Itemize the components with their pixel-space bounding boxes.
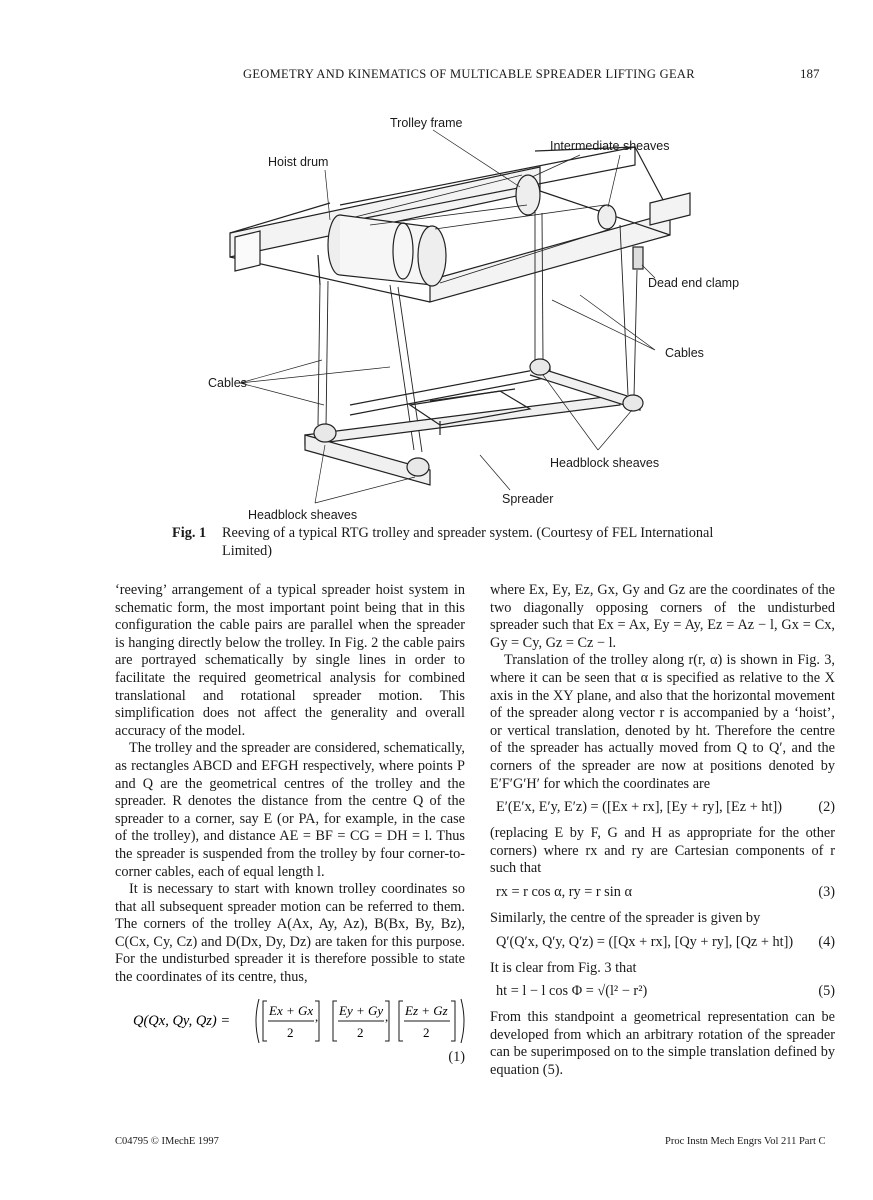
cable-left-2 [326, 281, 328, 427]
paragraph: The trolley and the spreader are considered, schematically, as rectangles ABCD and EFGH respectively, where points P and Q are the geometrical centres of the trolley and the spreader. R denotes the distance from the centre Q of the spreader to a corner, say E (or PA, for example, in the case of the trolley), and distance AE = BF = CG = DH = l. Thus the spreader is suspended from the trolley by four corner-to-corner cables, each of equal length l. [115, 740, 465, 880]
equation-4 [490, 934, 835, 954]
equation-4-body: Q′(Q′x, Q′y, Q′z) = ([Qx + rx], [Qy + ry], [Qz + ht]) [496, 933, 794, 950]
equation-2 [490, 799, 835, 819]
equation-5-body: ht = l − l cos Φ = √(l² − r²) [496, 983, 648, 1000]
eq1-denominator-1: 2 [287, 1024, 294, 1040]
paragraph: From this standpoint a geometrical representation can be developed from which an arbitrary rotation of the spreader can be superimposed on to the simple translation defined by equation (5). [490, 1009, 835, 1078]
paragraph: It is necessary to start with known trolley coordinates so that all subsequent spreader motion can be referred to them. The corners of the trolley A(Ax, Ay, Az), B(Bx, By, Bz), C(Cx, Cy, Cz) and D(Dx, Dy, Dz) are taken for this purpose. For the undisturbed spreader it is therefore possible to state the coordinates of its centre, thus, [115, 881, 465, 986]
headblock-sheave-4 [623, 395, 643, 411]
equation-5 [490, 983, 835, 1003]
headblock-sheave-3 [530, 359, 550, 375]
equation-3 [490, 884, 835, 904]
intermediate-sheave-1 [516, 175, 540, 215]
eq1-denominator-3: 2 [423, 1024, 430, 1040]
paragraph: where Ex, Ey, Ez, Gx, Gy and Gz are the coordinates of the two diagonally opposing corners of the undisturbed spreader such that Ex = Ax, Ey = Ay, Ez = Az − l, Gx = Cx, Gy = Cy, Gz = Cz − l. [490, 582, 835, 651]
paragraph: It is clear from Fig. 3 that [490, 959, 637, 976]
eq1-lhs: Q(Qx, Qy, Qz) = [133, 1012, 231, 1029]
figure-1 [150, 105, 790, 525]
paragraph: ‘reeving’ arrangement of a typical spreader hoist system in schematic form, the most important point being that in this configuration the cable pairs are parallel when the spreader is hanging directly below the trolley. In Fig. 2 the cable pairs are portrayed schematically by single lines in order to facilitate the required geometrical analysis for combined translational and rotational spreader motion. This simplification does not affect the generality and overall accuracy of the model. [115, 582, 465, 739]
label-spreader: Spreader [502, 492, 554, 506]
headblock-sheave-2 [407, 458, 429, 476]
label-dead-end-clamp: Dead end clamp [648, 276, 740, 290]
dead-end-clamp [633, 247, 643, 269]
eq1-term-3: Ez + Gz [405, 1002, 448, 1018]
right-column [490, 582, 835, 1079]
label-cables-right: Cables [665, 346, 704, 360]
svg-text:,: , [385, 1008, 389, 1024]
footer-copyright: C04795 © IMechE 1997 [115, 1136, 219, 1147]
label-trolley-frame: Trolley frame [390, 116, 463, 130]
equation-1 [115, 995, 465, 1047]
cable-right-3 [620, 225, 628, 395]
eq1-denominator-2: 2 [357, 1024, 364, 1040]
caption-text: Reeving of a typical RTG trolley and spreader system. (Courtesy of FEL International [222, 525, 714, 541]
eq1-term-2: Ey + Gy [339, 1002, 384, 1018]
figure-caption [172, 525, 792, 560]
equation-1-number: (1) [448, 1048, 465, 1065]
label-headblock-sheaves-right: Headblock sheaves [550, 456, 660, 470]
trolley-spreader-diagram [150, 105, 790, 525]
footer-journal: Proc Instn Mech Engrs Vol 211 Part C [665, 1136, 826, 1147]
paragraph: (replacing E by F, G and H as appropriate for the other corners) where rx and ry are Cartesian components of r such that [490, 825, 835, 877]
label-headblock-sheaves-left: Headblock sheaves [248, 508, 358, 522]
equation-3-number: (3) [818, 883, 835, 900]
hoist-drum-right-end [418, 226, 446, 286]
equation-5-number: (5) [818, 983, 835, 1000]
label-hoist-drum: Hoist drum [268, 155, 329, 169]
cable-right-4 [634, 270, 637, 397]
equation-3-body: rx = r cos α, ry = r sin α [496, 883, 632, 900]
spreader-front-beam [305, 395, 620, 445]
page-number: 187 [800, 66, 820, 81]
headblock-sheave-1 [314, 424, 336, 442]
label-intermediate-sheaves: Intermediate sheaves [550, 139, 670, 153]
equation-2-body: E′(E′x, E′y, E′z) = ([Ex + rx], [Ey + ry], [Ez + ht]) [496, 799, 782, 816]
cable-right-2 [542, 213, 543, 361]
paragraph: Translation of the trolley along r(r, α) is shown in Fig. 3, where it can be seen that α is specified as relative to the X axis in the XY plane, and also that the horizontal movement of the spreader along vector r is accompanied by a ‘hoist’, or vertical translation, denoted by ht. Therefore the centre of the spreader has actually moved from Q to Q′, and the corners of the spreader are now at positions denoted by E′F′G′H′ for which the coordinates are [490, 652, 835, 792]
intermediate-sheave-2 [598, 205, 616, 229]
left-column [115, 582, 465, 1066]
svg-text:,: , [315, 1008, 319, 1024]
equation-4-number: (4) [818, 933, 835, 950]
caption-label: Fig. 1 [172, 525, 207, 541]
caption-continuation: Limited) [222, 542, 273, 559]
equation-2-number: (2) [818, 799, 835, 816]
paragraph: Similarly, the centre of the spreader is given by [490, 909, 761, 926]
running-title: GEOMETRY AND KINEMATICS OF MULTICABLE SPREADER LIFTING GEAR [243, 67, 695, 81]
label-cables-left: Cables [208, 376, 247, 390]
eq1-term-1: Ex + Gx [269, 1002, 314, 1018]
